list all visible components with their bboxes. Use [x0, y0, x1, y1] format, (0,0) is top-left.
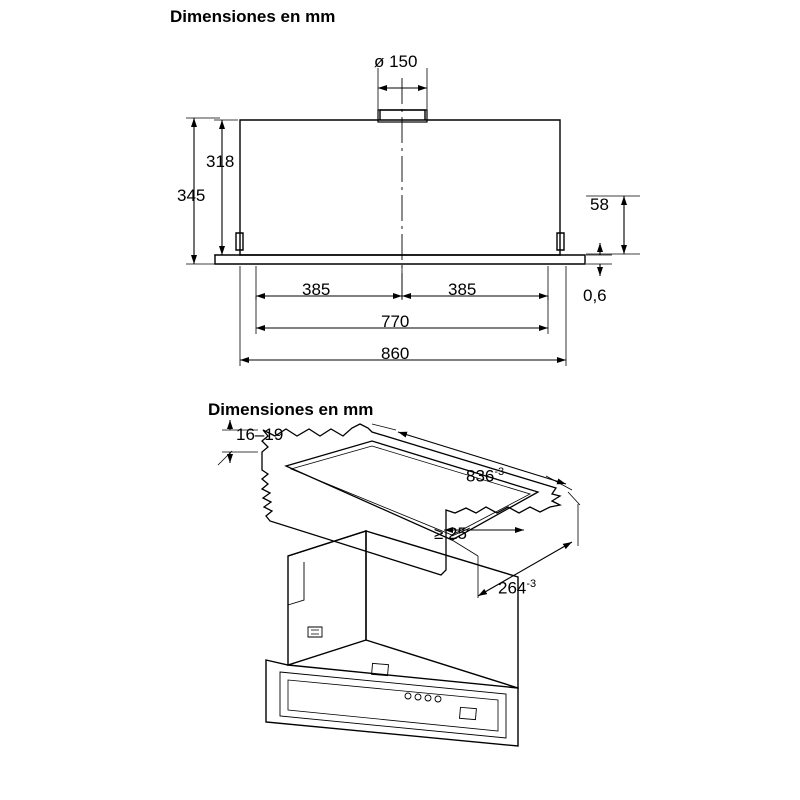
control-button-1 [405, 693, 411, 699]
dim-flange-thickness: 0,6 [583, 286, 607, 305]
hood-left-face [288, 531, 366, 665]
dim-half-width-right: 385 [448, 280, 477, 299]
hood-right-face [366, 531, 518, 688]
front-flange-outline [215, 255, 585, 264]
hood-top-edge-left [288, 531, 366, 556]
control-button-2 [415, 694, 421, 700]
t1619-leader [218, 451, 232, 465]
dim-panel-thickness: 16–19 [236, 425, 284, 444]
dim-outer-width: 860 [381, 344, 410, 363]
cutout-view-title: Dimensiones en mm [208, 400, 374, 419]
cutout-opening [286, 441, 538, 540]
dim-cutout-width-tolerance: -3 [494, 466, 505, 478]
dim-inner-width: 770 [381, 312, 410, 331]
duct-outline [380, 110, 425, 120]
filter-frame [288, 680, 498, 731]
countertop-outline [262, 424, 560, 575]
dim-duct-diameter: ø 150 [374, 52, 418, 71]
front-panel-face [266, 660, 518, 746]
front-view-group [186, 68, 640, 366]
w836-ext-start [372, 424, 396, 430]
side-connector-lines [311, 630, 319, 634]
cutout-opening-inner [291, 446, 530, 535]
control-button-4 [435, 696, 441, 702]
hood-inner-detail [288, 562, 304, 605]
hood-body-outline [240, 120, 560, 255]
right-bracket [557, 233, 564, 250]
dim-cutout-width [466, 466, 504, 487]
dim-cutout-depth-tolerance: -3 [526, 578, 537, 590]
dim-min-clearance: ≥ 25 [434, 524, 467, 543]
light-left [372, 663, 389, 675]
dim-cutout-width-value: 836 [466, 466, 495, 486]
dim-body-height: 318 [206, 152, 235, 171]
front-view-title: Dimensiones en mm [170, 7, 336, 26]
w836-ext-end [546, 476, 572, 490]
dim-front-panel-height: 58 [590, 195, 609, 214]
left-bracket [236, 233, 243, 250]
dim-total-height: 345 [177, 186, 206, 205]
duct-collar [378, 110, 427, 122]
d264-ext-end [568, 492, 580, 505]
control-button-3 [425, 695, 431, 701]
side-connector [308, 627, 322, 637]
light-right [460, 707, 477, 719]
dim-cutout-depth [498, 578, 536, 599]
dim-half-width-left: 385 [302, 280, 331, 299]
dim-cutout-depth-value: 264 [498, 578, 527, 598]
front-panel-inner [280, 672, 506, 738]
